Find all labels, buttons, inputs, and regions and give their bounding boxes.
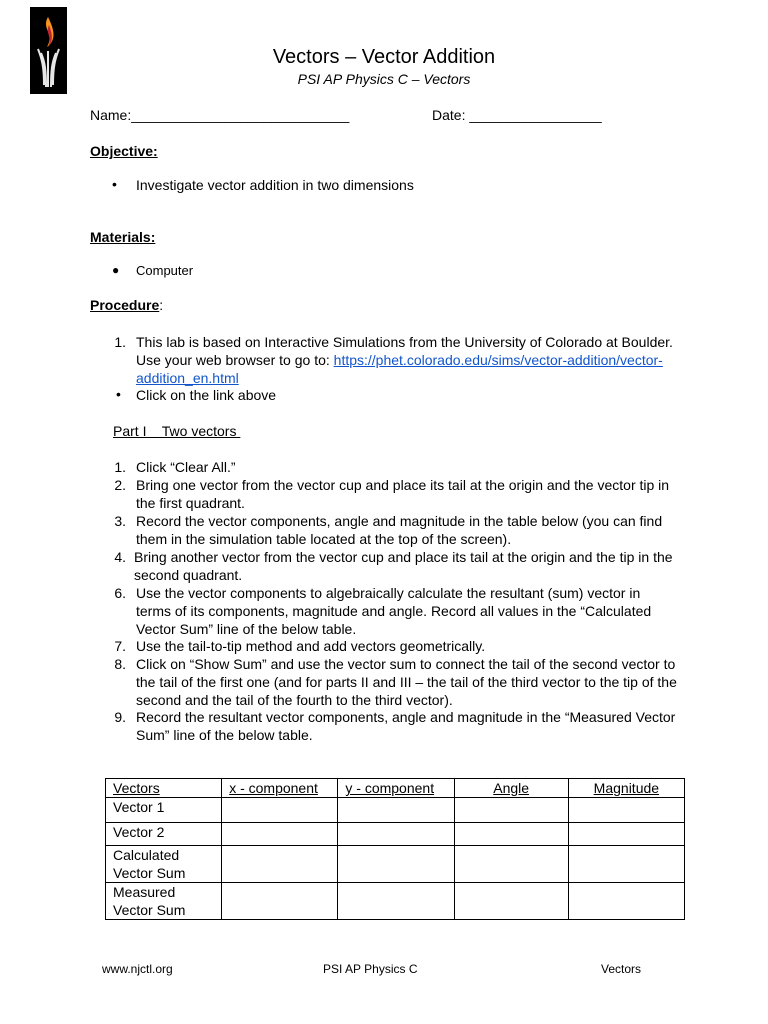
step-item: Bring one vector from the vector cup and place its tail at the origin and the vector tip in the first quadrant. [136,477,670,511]
objective-heading: Objective: [90,143,158,159]
name-field[interactable]: Name:____________________________ [90,107,350,123]
footer-course: PSI AP Physics C [323,962,418,976]
row-label: Calculated Vector Sum [106,846,222,883]
table-cell[interactable] [568,798,684,823]
step-item: Record the vector components, angle and magnitude in the table below (you can find them in the simulation table located at the top of the screen). [136,513,663,547]
step-number: 1. [114,334,126,350]
page-title: Vectors – Vector Addition [272,46,496,68]
materials-item: Computer [136,263,194,278]
table-row [106,798,685,823]
table-cell[interactable] [222,823,338,846]
objective-item: Investigate vector addition in two dimensions [136,177,414,193]
step-item: Click “Clear All.” [136,459,236,475]
table-cell[interactable] [454,823,568,846]
step-item: Click on “Show Sum” and use the vector sum to connect the tail of the second vector to the tail of the first one (and for parts II and III – the tail of the third vector to the tip of the second and the tail of the fourth to the third vector). [136,656,677,708]
procedure-step-1 [136,333,684,387]
table-cell[interactable] [222,798,338,823]
step-number: 1. [114,459,126,475]
column-header: x - component [222,779,338,798]
footer-topic: Vectors [601,962,642,976]
table-cell[interactable] [568,883,684,920]
table-cell[interactable] [222,846,338,883]
step-number: 2. [114,477,126,493]
step-number: 7. [114,638,126,654]
column-header: y - component [338,779,454,798]
row-label: Measured Vector Sum [106,883,222,920]
row-label: Vector 1 [106,798,222,823]
vector-data-table [105,778,685,920]
table-cell[interactable] [338,883,454,920]
table-row [106,846,685,883]
table-cell[interactable] [568,846,684,883]
step-item: Use the vector components to algebraically calculate the resultant (sum) vector in terms of its components, magnitude and angle. Record all values in the “Calculated Vector Sum” line of the below table. [136,585,652,637]
step-text: This lab is based on Interactive Simulations from the University of Colorado at Boulder. Use your web browser to go to: [136,334,673,368]
materials-heading: Materials: [90,229,156,245]
step-item: Use the tail-to-tip method and add vectors geometrically. [136,638,486,654]
procedure-heading-text: Procedure [90,297,160,313]
step-number: 6. [114,585,126,601]
page-subtitle: PSI AP Physics C – Vectors [297,71,471,87]
column-header: Magnitude [568,779,684,798]
table-cell[interactable] [454,846,568,883]
bullet-icon: • [116,386,121,402]
procedure-heading [90,297,163,313]
step-number: 3. [114,513,126,529]
bullet-icon: • [112,176,117,192]
phet-simulation-link[interactable]: https://phet.colorado.edu/sims/vector-addition/vector-addition_en.html [136,352,663,386]
footer-website: www.njctl.org [102,962,173,976]
table-cell[interactable] [454,883,568,920]
date-field[interactable]: Date: _________________ [432,107,602,123]
bullet-icon: ● [112,263,120,277]
table-row [106,823,685,846]
part1-title: Part I Two vectors [113,423,241,439]
step-number: 8. [114,656,126,672]
table-row [106,883,685,920]
table-cell[interactable] [338,846,454,883]
column-header: Vectors [106,779,222,798]
table-cell[interactable] [338,823,454,846]
step-number: 4. [114,549,126,565]
column-header: Angle [454,779,568,798]
table-cell[interactable] [222,883,338,920]
step-number: 9. [114,709,126,725]
row-label: Vector 2 [106,823,222,846]
table-cell[interactable] [454,798,568,823]
step-item: Record the resultant vector components, angle and magnitude in the “Measured Vector Sum” line of the below table. [136,709,676,743]
table-cell[interactable] [568,823,684,846]
table-header-row [106,779,685,798]
table-cell[interactable] [338,798,454,823]
step-item: Bring another vector from the vector cup and place its tail at the origin and the tip in the second quadrant. [134,549,673,583]
click-link-instruction: Click on the link above [136,387,277,403]
procedure-heading-colon: : [159,297,164,313]
